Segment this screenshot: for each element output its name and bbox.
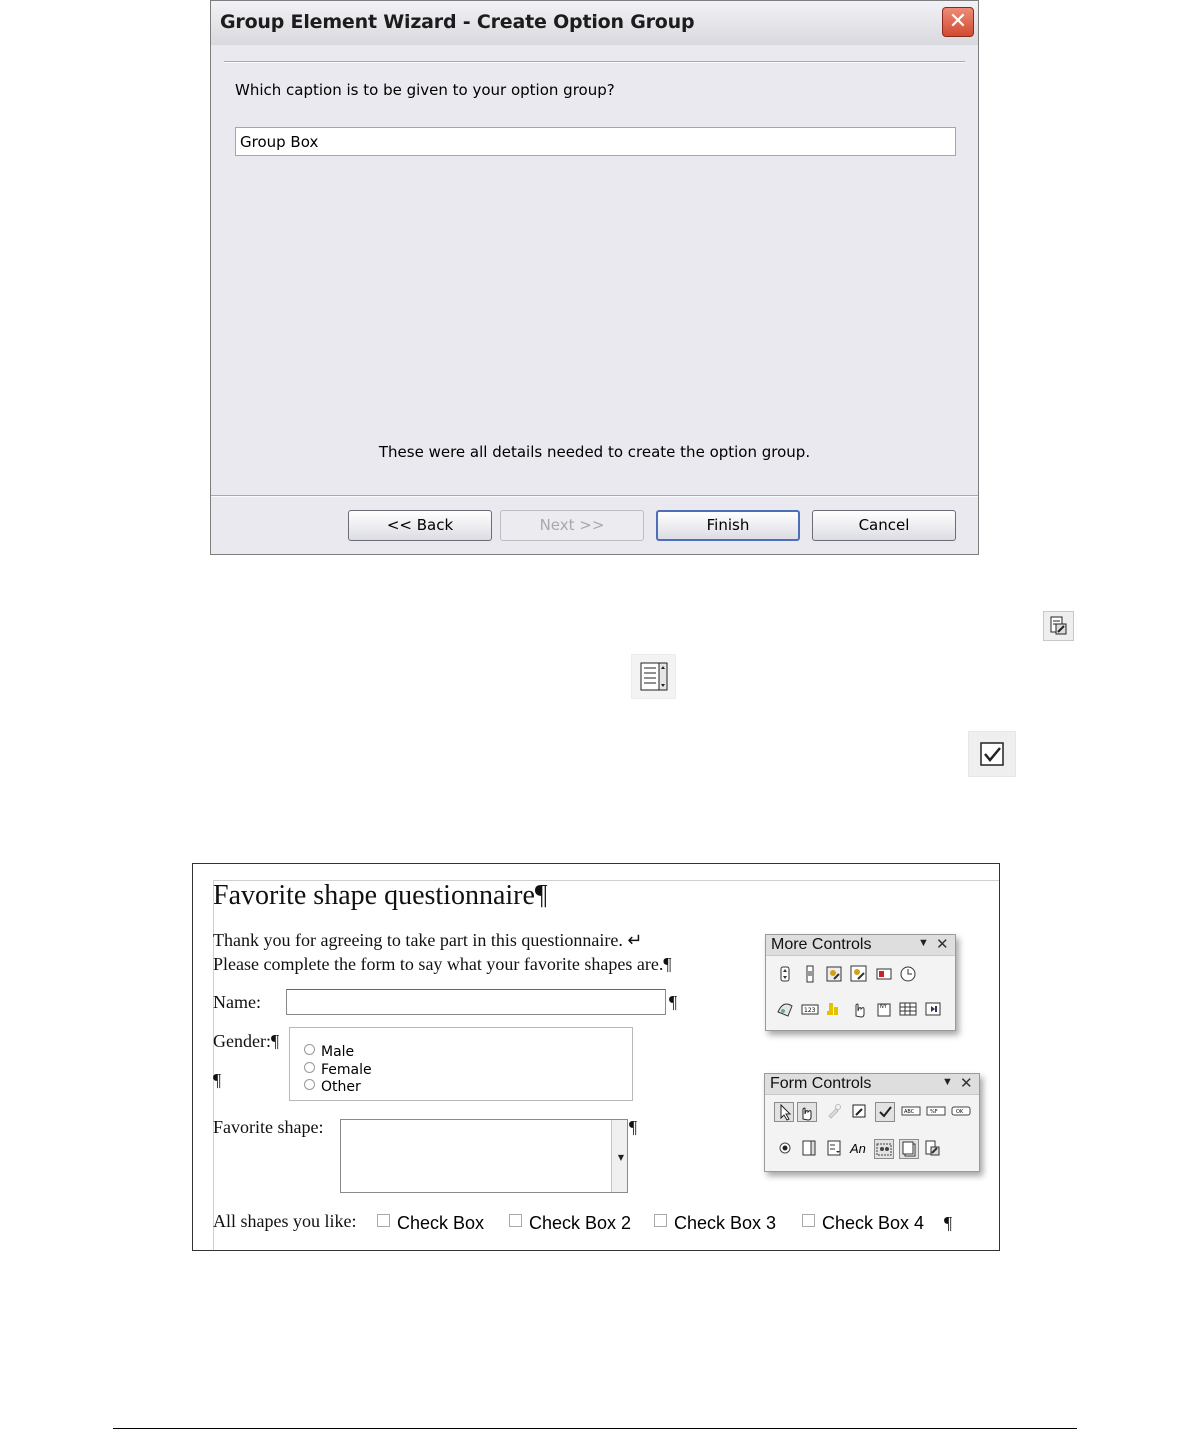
pilcrow-mark: ¶: [669, 992, 678, 1012]
details-message: These were all details needed to create the option group.: [378, 443, 811, 461]
design-mode-hand-icon[interactable]: [797, 1102, 817, 1122]
gender-label: Gender:¶: [213, 1031, 280, 1051]
group-element-wizard-dialog: [210, 0, 979, 555]
shapes-you-like-label: All shapes you like:: [213, 1211, 357, 1231]
combo-box-icon[interactable]: [825, 1139, 845, 1159]
checkbox-square[interactable]: [654, 1214, 667, 1227]
toolbar-titlebar[interactable]: [766, 935, 955, 956]
more-controls-toolbar: [765, 934, 956, 1031]
favorite-shape-label: Favorite shape:: [213, 1117, 324, 1137]
more-controls-icon[interactable]: [923, 1139, 943, 1159]
check-box-1[interactable]: Check Box: [377, 1213, 484, 1234]
pattern-field-icon[interactable]: [874, 999, 894, 1019]
radio-button[interactable]: [304, 1062, 315, 1073]
checkbox-square[interactable]: [509, 1214, 522, 1227]
time-field-icon[interactable]: [898, 964, 918, 984]
date-field-icon[interactable]: [874, 964, 894, 984]
check-box-tool-icon[interactable]: [875, 1102, 895, 1122]
label-field-icon[interactable]: An: [850, 1141, 866, 1156]
form-design-icon: [1043, 611, 1074, 641]
pilcrow-mark: ¶: [629, 1117, 638, 1137]
caption-question-label: Which caption is to be given to your option group?: [235, 81, 615, 99]
intro-text-line-1: Thank you for agreeing to take part in this questionnaire. ↵: [213, 930, 643, 950]
radio-option-female[interactable]: Female: [304, 1062, 372, 1078]
document-title: Favorite shape questionnaire¶: [213, 880, 548, 911]
control-properties-icon[interactable]: [825, 1102, 845, 1122]
dialog-titlebar[interactable]: [211, 1, 978, 45]
pilcrow-mark: ¶: [213, 1070, 222, 1090]
listbox-scrollbar[interactable]: [611, 1120, 627, 1192]
pilcrow-mark: ¶: [944, 1213, 953, 1233]
check-box-4[interactable]: Check Box 4: [802, 1213, 924, 1234]
radio-option-other[interactable]: Other: [304, 1079, 361, 1095]
svg-text:ABC: ABC: [904, 1109, 915, 1115]
navigation-bar-icon[interactable]: [775, 999, 795, 1019]
toolbar-title: More Controls: [771, 936, 872, 953]
next-button[interactable]: Next >>: [500, 510, 644, 541]
list-box-icon: [631, 654, 676, 699]
back-button[interactable]: << Back: [348, 510, 492, 541]
radio-option-male[interactable]: Male: [304, 1044, 354, 1060]
cancel-button[interactable]: Cancel: [812, 510, 956, 541]
file-selection-icon[interactable]: [923, 999, 943, 1019]
image-button-icon[interactable]: [824, 964, 844, 984]
separator: [211, 495, 978, 497]
caption-input[interactable]: Group Box: [235, 127, 956, 156]
svg-text:123: 123: [804, 1007, 816, 1014]
push-hand-icon[interactable]: [849, 999, 869, 1019]
text-box-icon[interactable]: [901, 1102, 921, 1122]
image-control-icon[interactable]: [849, 964, 869, 984]
name-label: Name:: [213, 992, 261, 1012]
check-box-2[interactable]: Check Box 2: [509, 1213, 631, 1234]
scrollbar-icon[interactable]: [800, 964, 820, 984]
table-control-icon[interactable]: [898, 999, 918, 1019]
check-box-3[interactable]: Check Box 3: [654, 1213, 776, 1234]
list-box-tool-icon[interactable]: [800, 1139, 820, 1159]
spin-button-icon[interactable]: [775, 964, 795, 984]
svg-text:%F: %F: [930, 1109, 938, 1115]
svg-text:OK: OK: [956, 1109, 964, 1115]
gender-option-group: [289, 1027, 633, 1101]
dialog-title: Group Element Wizard - Create Option Group: [220, 11, 695, 33]
radio-button[interactable]: [304, 1079, 315, 1090]
option-button-icon[interactable]: [776, 1139, 796, 1159]
form-controls-toolbar: [764, 1073, 980, 1172]
select-pointer-icon[interactable]: [774, 1102, 794, 1122]
check-box-icon: [968, 731, 1016, 777]
checkbox-square[interactable]: [802, 1214, 815, 1227]
toolbar-title: Form Controls: [770, 1075, 872, 1092]
page-footer-rule: [113, 1428, 1077, 1429]
radio-button[interactable]: [304, 1044, 315, 1055]
toolbar-close-icon[interactable]: ✕: [960, 1075, 973, 1092]
finish-button[interactable]: Finish: [656, 510, 800, 541]
dropdown-arrow-icon[interactable]: ▼: [617, 1153, 624, 1162]
toolbar-menu-icon[interactable]: ▼: [942, 1076, 953, 1088]
favorite-shape-listbox[interactable]: [340, 1119, 628, 1193]
formatted-field-icon[interactable]: [926, 1102, 946, 1122]
toolbar-menu-icon[interactable]: ▼: [918, 937, 929, 949]
wizards-on-off-icon[interactable]: [899, 1139, 919, 1159]
form-document: [192, 863, 1000, 1251]
svg-text:NY: NY: [880, 1004, 887, 1010]
group-box-icon[interactable]: [874, 1139, 894, 1159]
intro-text-line-2: Please complete the form to say what your favorite shapes are.¶: [213, 954, 672, 974]
close-icon: ✕: [948, 9, 968, 34]
close-button[interactable]: [942, 7, 974, 37]
currency-field-icon[interactable]: [824, 999, 844, 1019]
name-text-field[interactable]: [286, 989, 666, 1015]
form-design-icon[interactable]: [850, 1102, 870, 1122]
separator: [224, 61, 965, 63]
push-button-icon[interactable]: [951, 1102, 971, 1122]
numeric-field-icon[interactable]: [800, 999, 820, 1019]
toolbar-titlebar[interactable]: [765, 1074, 979, 1095]
checkbox-square[interactable]: [377, 1214, 390, 1227]
toolbar-close-icon[interactable]: ✕: [936, 936, 949, 953]
